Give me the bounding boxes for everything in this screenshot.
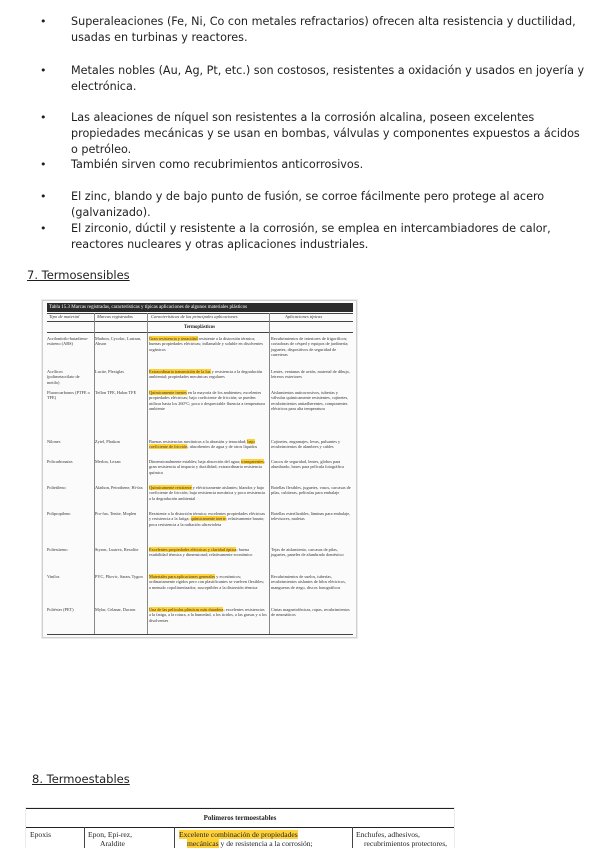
highlight: Una de las películas plásticas más duradera (149, 607, 224, 612)
scanned-table-termoplasticos (42, 300, 357, 638)
cell-brands: Teflon TFE, Halon TFE (95, 390, 137, 395)
cell-characteristics: Excelentes propiedades eléctricas y claridad óptica; buena estabilidad térmica y dimensional; relativamente económico (149, 547, 253, 558)
column-header: Marcas registradas (97, 314, 133, 319)
cell-characteristics: Resistente a la distorsión térmica; excelentes propiedades eléctricas y resistencia a la fatiga; químicamente inerte; relativamente barato; poca resistencia a la radiación ultravioleta (149, 511, 266, 527)
cell-characteristics: Dimensionalmente estables; baja absorción del agua; transparentes; gran resistencia al impacto y ductilidad; extraordinaria resistencia química (149, 459, 265, 475)
list-item-text: Metales nobles (Au, Ag, Pt, etc.) son costosos, resistentes a oxidación y usados en joyería y electrónica. (71, 64, 585, 93)
cell-applications: Botellas esterilizables, láminas para embalaje, televisores, maletas (271, 511, 351, 522)
cell-brands: Pro-fax, Tenite, Moplen (95, 511, 137, 516)
highlight: transparentes (241, 459, 264, 464)
bullet-glyph: • (40, 64, 47, 77)
table-caption: Tabla 15.3 Marcas registradas, características y típicas aplicaciones de algunos materiales plásticos (47, 303, 353, 312)
cell-brands: Styron, Lustrex, Rexolite (95, 547, 139, 552)
highlight: Materiales para aplicaciones generales (149, 574, 216, 579)
highlight: Químicamente inertes (149, 390, 187, 395)
cell-applications: Enchufes, adhesivos, recubrimientos protectores, (356, 830, 448, 848)
list-item-text: También sirven como recubrimientos anticorrosivos. (71, 158, 364, 171)
list-item-text: Las aleaciones de níquel son resistentes a la corrosión alcalina, poseen excelentes propiedades mecánicas y se usan en bombas, válvulas y componentes expuestos a ácidos o petróleo. (71, 111, 580, 156)
rule (47, 634, 353, 635)
list-item-text: El zirconio, dúctil y resistente a la corrosión, se emplea en intercambiadores de calor, reactores nucleares y otras aplicaciones industriales. (71, 222, 551, 251)
cell-material: Poliéster (PET) (47, 607, 74, 612)
cell-material: Polietileno (47, 485, 66, 490)
bullet-glyph: • (40, 111, 47, 124)
cell-applications: Cascos de seguridad, lentes, globos para alumbrado, bases para película fotográfica (271, 459, 344, 470)
cell-brands: PVC, Pliovic, Saran, Tygon (95, 574, 143, 579)
bullet-glyph: • (40, 222, 47, 235)
section-heading-termoestables: 8. Termoestables (32, 772, 130, 786)
highlight: químicamente inerte (190, 516, 226, 522)
cell-applications: Cintas magnetofónicas, ropas, recubrimientos de neumáticos (271, 607, 350, 618)
column-rule (84, 827, 85, 848)
bullet-glyph: • (40, 15, 47, 28)
cell-material: Epoxis (30, 830, 52, 839)
highlight: Químicamente resistente (149, 485, 192, 490)
cell-characteristics: Excelente combinación de propiedades mecánicas y de resistencia a la corrosión; (179, 830, 313, 848)
cell-brands: Lucite, Plexiglas (95, 369, 124, 374)
highlight: Excelentes propiedades eléctricas y claridad óptica (149, 547, 237, 552)
column-header: Aplicaciones típicas (285, 314, 323, 319)
rule (47, 321, 353, 322)
highlight: Extraordinaria transmisión de la luz (149, 369, 211, 374)
rule (26, 827, 454, 828)
cell-material: Poliestireno (47, 547, 68, 552)
cell-characteristics: Gran resistencia y tenacidad resistente a la distorsión térmica; buenas propiedades eléctricas; inflamable y soluble en disolventes orgánicos (149, 336, 263, 352)
column-rule (174, 827, 175, 848)
column-rule (94, 313, 95, 635)
bullet-glyph: • (40, 158, 47, 171)
cell-applications: Tejas de aislamiento, carcasas de pilas, juguetes, paneles de alumbrado doméstico (271, 547, 344, 558)
highlight: mecánicas (187, 839, 219, 848)
cell-applications: Cojinetes, engranajes, levas, pulsantes y recubrimientos de alambres y cables (271, 439, 341, 450)
column-header: Tipo de material (49, 314, 80, 319)
rule (26, 808, 454, 809)
section-heading-termosensibles: 7. Termosensibles (27, 268, 130, 282)
list-item-text: Superaleaciones (Fe, Ni, Co con metales refractarios) ofrecen alta resistencia y ductilidad, usadas en turbinas y reactores. (71, 15, 576, 44)
cell-applications: Botellas flexibles, juguetes, vasos, carcasas de pilas, cubiteras, películas para embalaje (271, 485, 351, 496)
cell-material: Acrílicos (polimetacrilato de metilo) (47, 369, 80, 385)
list-item-text: El zinc, blando y de bajo punto de fusión, se corroe fácilmente pero protege al acero (galvanizado). (71, 190, 545, 219)
cell-characteristics: Químicamente inertes en la mayoría de los ambientes; excelentes propiedades eléctricas; bajo coeficiente de fricción; se pueden utilizar hasta los 260°C; poca o despreciable fluencia a temperatura ambiente (149, 390, 265, 411)
cell-brands: Zytel, Plaskon (95, 439, 120, 444)
cell-material: Nilones (47, 439, 61, 444)
column-header: Características de las principales aplicaciones (151, 314, 238, 319)
highlight: bajo coeficiente de fricción (149, 439, 255, 450)
column-rule (352, 827, 353, 848)
highlight: Gran resistencia y tenacidad (149, 336, 198, 341)
cell-brands: Merlon, Lexan (95, 459, 121, 464)
cell-applications: Lentes, ventanas de avión, material de dibujo, letreros exteriores (271, 369, 350, 380)
cell-brands: Epon, Epi-rez, Araldite (88, 830, 133, 848)
cell-material: Policarbonatos (47, 459, 73, 464)
cell-material: Vinilos (47, 574, 60, 579)
table-title: Polímeros termoestables (203, 814, 277, 822)
cell-characteristics: Químicamente resistente y eléctricamente aislantes; blandos y bajo coeficiente de fricción; baja resistencia mecánica y poca resistencia a la degradación ambiental (149, 485, 265, 501)
cell-material: Acrilonitrilo-butadieno-estireno (ABS) (47, 336, 89, 347)
cell-material: Polipropileno (47, 511, 71, 516)
cell-applications: Recubrimientos de suelos, tuberías, recubrimientos aislantes de hilos eléctricos, mangueras de riego, discos fonográficos (271, 574, 346, 590)
cell-brands: Marbon, Cycolac, Lustran, Abson (95, 336, 142, 347)
scanned-table-termoestables (26, 808, 454, 848)
cell-characteristics: Una de las películas plásticas más duradera; excelentes resistencias a la fatiga, a la rotura, a la humedad, a los ácidos, a las grasas y a los disolventes (149, 607, 267, 623)
rule (47, 332, 353, 333)
cell-brands: Alathon, Petrothene, Hi-fax (95, 485, 143, 490)
cell-applications: Recubrimientos de interiores de frigoríficos; cortadoras de césped y equipos de jardinería; juguetes; dispositivos de seguridad de carreteras (271, 336, 349, 357)
bullet-glyph: • (40, 190, 47, 203)
column-rule (269, 313, 270, 635)
highlight: Excelente combinación de propiedades (179, 830, 298, 839)
cell-characteristics: Materiales para aplicaciones generales y económicos; ordinariamente rígidos pero con plastificantes se vuelven flexibles; a menudo copolimerizados; susceptibles a la distorsión térmica (149, 574, 265, 590)
table-subheader: Termoplásticos (183, 325, 215, 330)
cell-characteristics: Buenas resistencias mecánicas a la abrasión y tenacidad; bajo coeficiente de fricción; absorbentes de agua y de otros líquidos (149, 439, 258, 450)
cell-characteristics: Extraordinaria transmisión de la luz y resistencia a la degradación ambiental; propiedades mecánicas regulares (149, 369, 263, 380)
cell-material: Fluorocarbonos (PTFE o TFE) (47, 390, 90, 401)
cell-brands: Mylar, Celanar, Dacron (95, 607, 136, 612)
column-rule (147, 313, 148, 635)
cell-applications: Aislamientos anticorrosivos, tuberías y válvulas químicamente resistentes, cojinetes, recubrimientos antiadherentes, componentes eléctricos para alta temperatura (271, 390, 349, 411)
